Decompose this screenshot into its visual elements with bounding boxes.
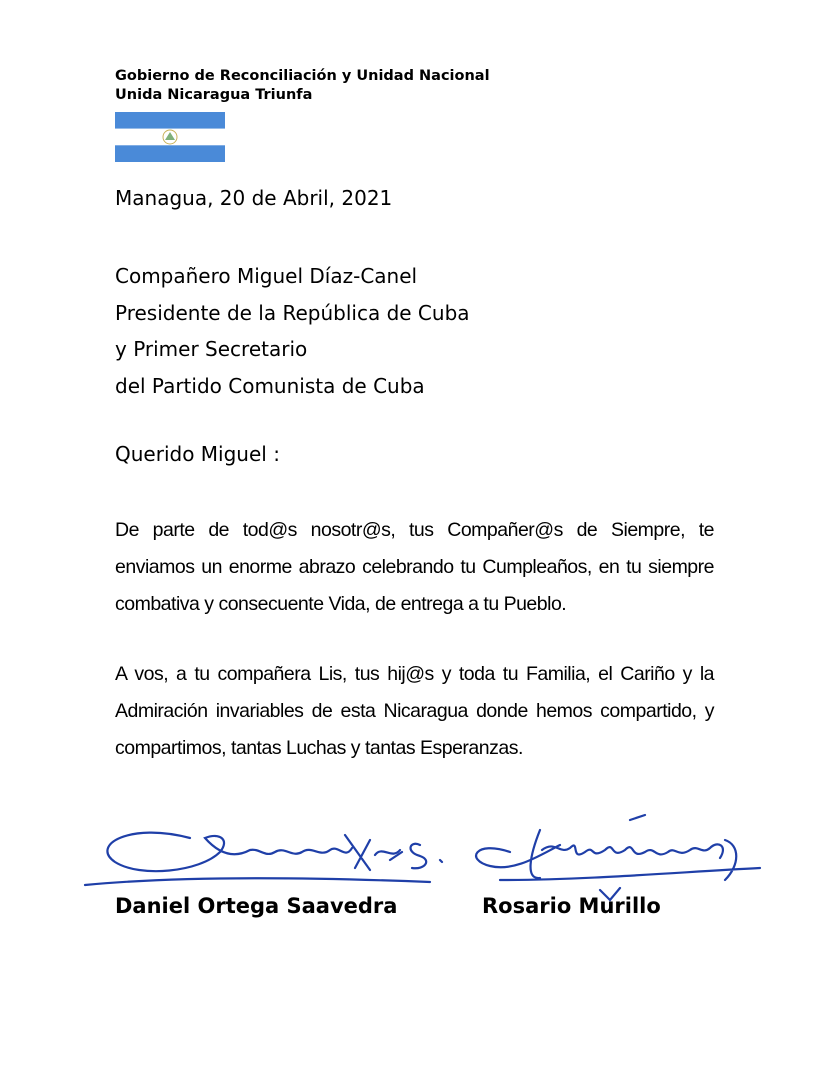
recipient-name: Compañero Miguel Díaz-Canel: [115, 264, 418, 288]
recipient-title-3: del Partido Comunista de Cuba: [115, 373, 425, 398]
recipient-title: Presidente de la República de Cuba: [115, 300, 470, 325]
signature-daniel-ortega: [85, 833, 442, 885]
letter-date: Managua, 20 de Abril, 2021: [115, 186, 393, 210]
recipient-title-2: y Primer Secretario: [115, 337, 308, 361]
signature-rosario-murillo: [476, 815, 760, 900]
header-slogan: Unida Nicaragua Triunfa: [115, 87, 313, 103]
nicaragua-flag-icon: [115, 112, 225, 162]
recipient-block: [115, 258, 470, 404]
signer-name: Daniel Ortega Saavedra: [115, 894, 398, 918]
salutation: Querido Miguel :: [115, 442, 280, 466]
signer-name: Rosario Murillo: [482, 894, 661, 918]
body-paragraph: A vos, a tu compañera Lis, tus hij@s y toda tu Familia, el Cariño y la Admiración invariables de esta Nicaragua donde hemos compartido, y compartimos, tantas Luchas y tantas Esperanzas.: [115, 663, 714, 759]
body-paragraph: De parte de tod@s nosotr@s, tus Compañer@s de Siempre, te enviamos un enorme abrazo celebrando tu Cumpleaños, en tu siempre combativa y consecuente Vida, de entrega a tu Pueblo.: [115, 519, 714, 615]
header-government-name: Gobierno de Reconciliación y Unidad Nacional: [115, 68, 490, 84]
